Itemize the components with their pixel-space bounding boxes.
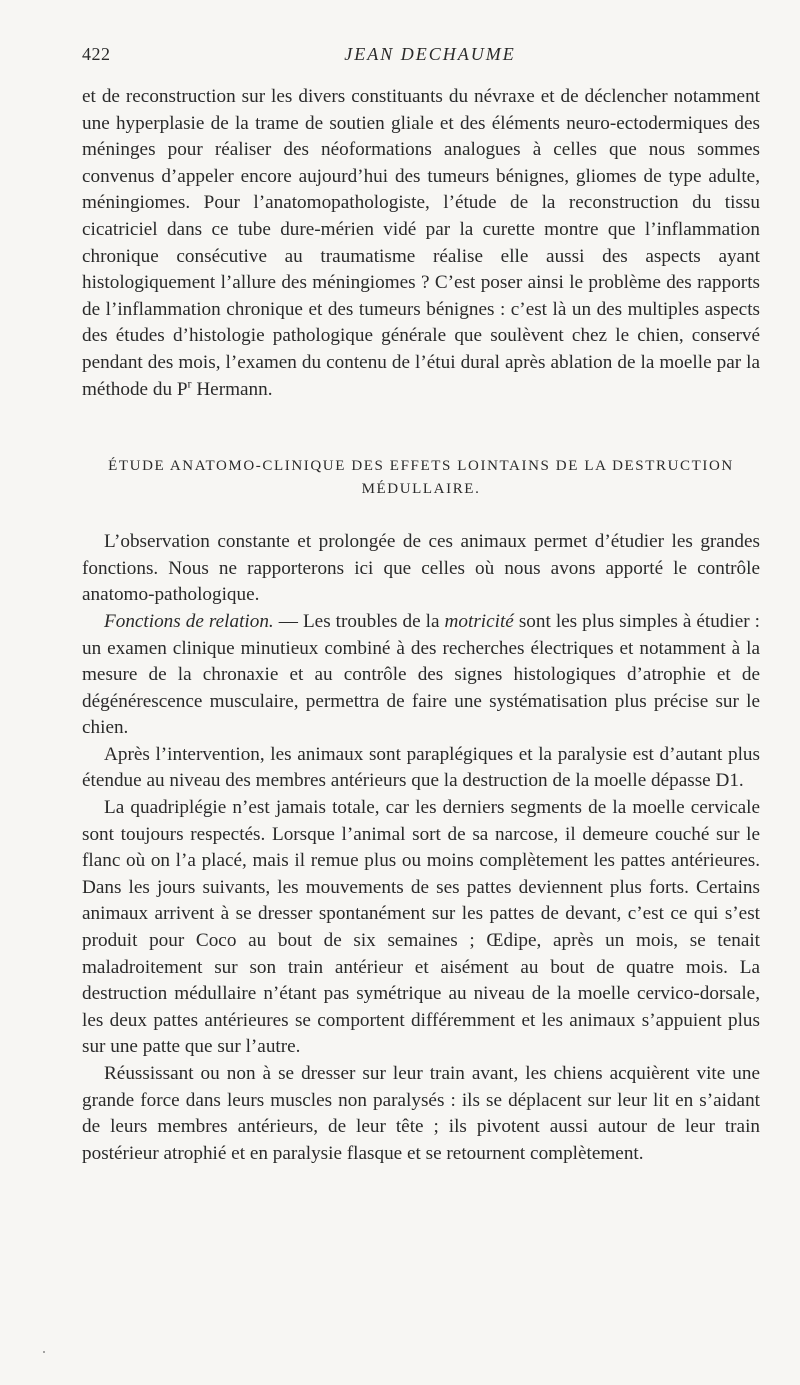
paragraph-text-end: Hermann.: [191, 378, 273, 400]
section-heading-line-1: ÉTUDE ANATOMO-CLINIQUE DES EFFETS LOINTAINS DE LA DESTRUCTION: [108, 458, 734, 475]
running-header: [82, 38, 760, 78]
paragraph-fonctions-relation: [82, 609, 760, 742]
print-speck: [43, 1351, 45, 1353]
paragraph-reconstruction: [82, 84, 760, 403]
subsection-label: Fonctions de relation.: [104, 610, 274, 632]
paragraph-quadriplegie: La quadriplégie n’est jamais totale, car les derniers segments de la moelle cervicale sont toujours respectés. Lorsque l’animal sort de sa narcose, il demeure couché sur le flanc où on l’a placé, mais il remue plus ou moins complètement les pattes antérieures. Dans les jours suivants, les mouvements de ses pattes deviennent plus forts. Certains animaux arrivent à se dresser spontanément sur les pattes de devant, c’est ce qui s’est produit pour Coco au bout de six semaines ; Œdipe, après un mois, se tenait maladroitement sur son train antérieur et aisément au bout de quatre mois. La destruction médullaire n’étant pas symétrique au niveau de la moelle cervico-dorsale, les deux pattes antérieures se comportent différemment et les animaux s’appuient plus sur une patte que sur l’autre.: [82, 797, 760, 1058]
paragraph-text: sont les plus simples à étudier : un examen clinique minutieux combiné à des recherches électriques et notamment à la mesure de la chronaxie et au contrôle des signes histologiques d’atrophie et de dégénérescence musculaire, permettra de faire une systématisation plus précise sur le chien.: [82, 610, 760, 739]
paragraph-text: — Les troubles de la: [273, 610, 445, 632]
paragraph-intervention: Après l’intervention, les animaux sont paraplégiques et la paralysie est d’autant plus étendue au niveau des membres antérieurs que la destruction de la moelle dépasse D1.: [82, 743, 760, 792]
page-number: 422: [82, 44, 111, 64]
paragraph-text: et de reconstruction sur les divers constituants du névraxe et de déclencher notamment une hyperplasie de la trame de soutien gliale et des éléments neuro-ectodermiques des méninges pour réaliser des néoformations analogues à celles que nous sommes convenus d’appeler encore aujourd’hui des tumeurs bénignes, gliomes de type adulte, méningiomes. Pour l’anatomopathologiste, l’étude de la reconstruction du tissu cicatriciel dans ce tube dure-mérien vidé par la curette montre que l’inflammation chronique consécutive au traumatisme réalise elle aussi des aspects ayant histologiquement l’allure des méningiomes ? C’est poser ainsi le problème des rapports de l’inflammation chronique et des tumeurs bénignes : c’est là un des multiples aspects des études d’histologie pathologique générale que soulèvent chez le chien, conservé pendant des mois, l’examen du contenu de l’étui dural après ablation de la moelle par la méthode du P: [82, 86, 760, 400]
section-heading-line-2: MÉDULLAIRE.: [361, 481, 481, 498]
superscript: r: [187, 376, 192, 391]
paragraph-reussissant: Réussissant ou non à se dresser sur leur train avant, les chiens acquièrent vite une grande force dans leurs muscles non paralysés : ils se déplacent sur leur lit en s’aidant de leurs membres antérieurs, de leur tête ; ils pivotent aussi autour de leur train postérieur atrophié et en paralysie flasque et se retournent complètement.: [82, 1063, 760, 1164]
paragraph-observation: L’observation constante et prolongée de ces animaux permet d’étudier les grandes fonctions. Nous ne rapporterons ici que celles où nous avons apporté le contrôle anatomo-pathologique.: [82, 531, 760, 606]
section-heading: [82, 455, 760, 501]
running-title: JEAN DECHAUME: [344, 44, 516, 64]
italic-term: motricité: [444, 610, 514, 632]
